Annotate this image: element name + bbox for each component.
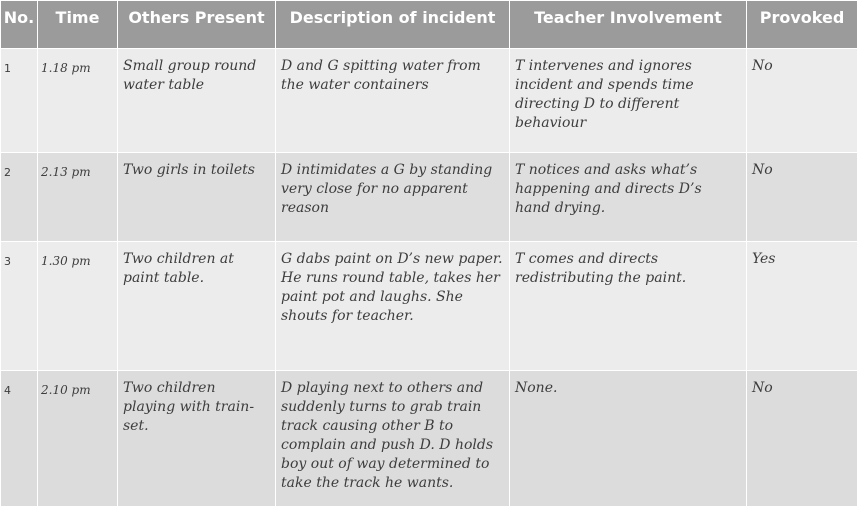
header-time: Time [38,1,118,49]
cell-teacher-involvement: T notices and asks what’s happening and directs D’s hand drying. [510,153,747,242]
table-row [1,153,857,242]
cell-time: 2.10 pm [38,371,118,506]
cell-teacher-involvement: None. [510,371,747,506]
table-row [1,242,857,371]
cell-description: D playing next to others and suddenly turns to grab train track causing other B to complain and push D. D holds boy out of way determined to take the track he wants. [276,371,510,506]
header-others-present: Others Present [118,1,276,49]
cell-description: G dabs paint on D’s new paper. He runs round table, takes her paint pot and laughs. She shouts for teacher. [276,242,510,371]
cell-description: D and G spitting water from the water containers [276,49,510,153]
header-teacher-involvement: Teacher Involvement [510,1,747,49]
cell-time: 1.30 pm [38,242,118,371]
cell-provoked: Yes [747,242,857,371]
cell-others-present: Small group round water table [118,49,276,153]
cell-teacher-involvement: T comes and directs redistributing the paint. [510,242,747,371]
cell-provoked: No [747,49,857,153]
cell-no: 1 [1,49,38,153]
header-description: Description of incident [276,1,510,49]
table-body [1,49,857,506]
cell-provoked: No [747,371,857,506]
cell-no: 2 [1,153,38,242]
header-row [1,1,857,49]
cell-others-present: Two children playing with train-set. [118,371,276,506]
cell-no: 3 [1,242,38,371]
cell-others-present: Two children at paint table. [118,242,276,371]
cell-time: 1.18 pm [38,49,118,153]
cell-description: D intimidates a G by standing very close for no apparent reason [276,153,510,242]
cell-teacher-involvement: T intervenes and ignores incident and spends time directing D to different behaviour [510,49,747,153]
cell-no: 4 [1,371,38,506]
cell-time: 2.13 pm [38,153,118,242]
table-row [1,49,857,153]
cell-provoked: No [747,153,857,242]
header-no: No. [1,1,38,49]
table-header [1,1,857,49]
cell-others-present: Two girls in toilets [118,153,276,242]
header-provoked: Provoked [747,1,857,49]
table-row [1,371,857,506]
